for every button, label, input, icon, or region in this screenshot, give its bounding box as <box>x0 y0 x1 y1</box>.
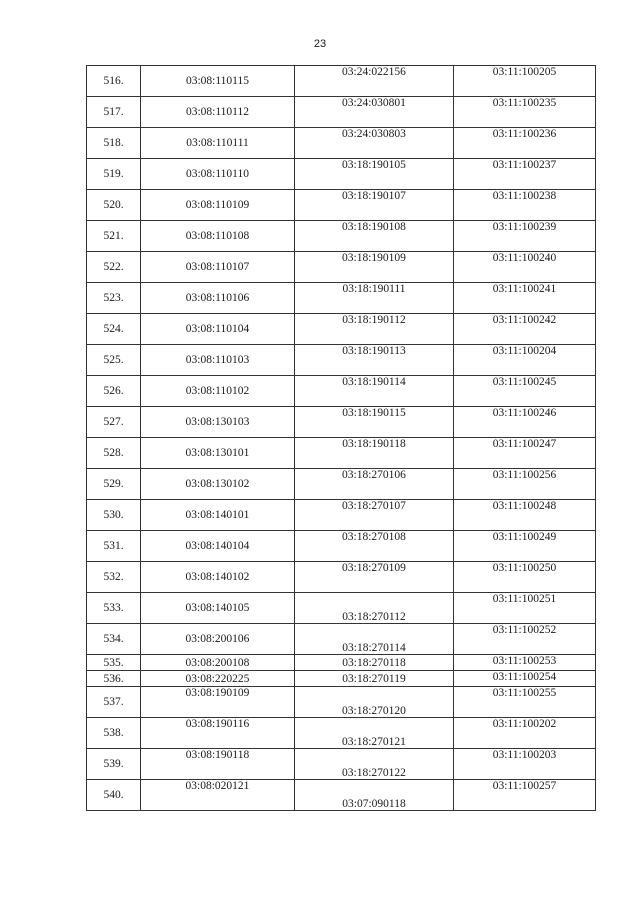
row-number: 525. <box>87 345 141 376</box>
row-number: 535. <box>87 655 141 671</box>
row-number: 530. <box>87 500 141 531</box>
page-number: 23 <box>313 38 327 50</box>
table-row <box>87 655 596 671</box>
table-row <box>87 671 596 687</box>
cell-col-3: 03:11:100255 <box>454 687 596 718</box>
cell-col-1: 03:08:110102 <box>141 376 295 407</box>
table-row <box>87 128 596 159</box>
cell-col-1: 03:08:110104 <box>141 314 295 345</box>
table-row <box>87 97 596 128</box>
row-number: 538. <box>87 718 141 749</box>
cell-col-1: 03:08:110115 <box>141 66 295 97</box>
cell-col-3: 03:11:100250 <box>454 562 596 593</box>
row-number: 518. <box>87 128 141 159</box>
table-row <box>87 190 596 221</box>
table-row <box>87 221 596 252</box>
cell-col-2: 03:18:190105 <box>295 159 454 190</box>
cell-col-3: 03:11:100254 <box>454 671 596 687</box>
cell-col-2: 03:24:030801 <box>295 97 454 128</box>
cell-col-3: 03:11:100247 <box>454 438 596 469</box>
cell-col-1: 03:08:110109 <box>141 190 295 221</box>
cell-col-2: 03:18:190108 <box>295 221 454 252</box>
cell-col-2: 03:24:030803 <box>295 128 454 159</box>
cell-col-1: 03:08:130101 <box>141 438 295 469</box>
cell-col-1: 03:08:110103 <box>141 345 295 376</box>
cell-col-2: 03:18:190114 <box>295 376 454 407</box>
row-number: 528. <box>87 438 141 469</box>
cell-col-3: 03:11:100238 <box>454 190 596 221</box>
row-number: 521. <box>87 221 141 252</box>
cell-col-2: 03:18:270120 <box>295 687 454 718</box>
cell-col-3: 03:11:100235 <box>454 97 596 128</box>
cell-col-2: 03:18:190109 <box>295 252 454 283</box>
cell-col-1: 03:08:110110 <box>141 159 295 190</box>
cell-col-2: 03:18:270106 <box>295 469 454 500</box>
row-number: 531. <box>87 531 141 562</box>
table-row <box>87 314 596 345</box>
row-number: 520. <box>87 190 141 221</box>
cell-col-3: 03:11:100246 <box>454 407 596 438</box>
cell-col-2: 03:07:090118 <box>295 780 454 811</box>
row-number: 539. <box>87 749 141 780</box>
row-number: 522. <box>87 252 141 283</box>
cell-col-3: 03:11:100249 <box>454 531 596 562</box>
cell-col-3: 03:11:100251 <box>454 593 596 624</box>
row-number: 517. <box>87 97 141 128</box>
cell-col-2: 03:18:270109 <box>295 562 454 593</box>
row-number: 524. <box>87 314 141 345</box>
row-number: 536. <box>87 671 141 687</box>
cell-col-2: 03:18:270112 <box>295 593 454 624</box>
cell-col-2: 03:18:270114 <box>295 624 454 655</box>
cell-col-1: 03:08:110106 <box>141 283 295 314</box>
row-number: 527. <box>87 407 141 438</box>
row-number: 533. <box>87 593 141 624</box>
table-row <box>87 531 596 562</box>
row-number: 540. <box>87 780 141 811</box>
table-row <box>87 252 596 283</box>
table-row <box>87 562 596 593</box>
cell-col-1: 03:08:200106 <box>141 624 295 655</box>
table-row <box>87 407 596 438</box>
row-number: 529. <box>87 469 141 500</box>
row-number: 519. <box>87 159 141 190</box>
table-row <box>87 438 596 469</box>
row-number: 532. <box>87 562 141 593</box>
table-row <box>87 780 596 811</box>
table-row <box>87 687 596 718</box>
table-row <box>87 159 596 190</box>
cell-col-1: 03:08:190118 <box>141 749 295 780</box>
cell-col-3: 03:11:100205 <box>454 66 596 97</box>
row-number: 516. <box>87 66 141 97</box>
cell-col-2: 03:18:190115 <box>295 407 454 438</box>
cell-col-2: 03:24:022156 <box>295 66 454 97</box>
cell-col-2: 03:18:190111 <box>295 283 454 314</box>
cell-col-3: 03:11:100239 <box>454 221 596 252</box>
table-row <box>87 469 596 500</box>
cell-col-1: 03:08:220225 <box>141 671 295 687</box>
cell-col-1: 03:08:140102 <box>141 562 295 593</box>
cell-col-1: 03:08:190109 <box>141 687 295 718</box>
cell-col-1: 03:08:110111 <box>141 128 295 159</box>
table-row <box>87 593 596 624</box>
cell-col-3: 03:11:100253 <box>454 655 596 671</box>
cell-col-3: 03:11:100245 <box>454 376 596 407</box>
cell-col-1: 03:08:110108 <box>141 221 295 252</box>
table-row <box>87 376 596 407</box>
cell-col-2: 03:18:270121 <box>295 718 454 749</box>
cell-col-3: 03:11:100252 <box>454 624 596 655</box>
cell-col-2: 03:18:270107 <box>295 500 454 531</box>
cell-col-2: 03:18:190112 <box>295 314 454 345</box>
cell-col-1: 03:08:110112 <box>141 97 295 128</box>
data-table <box>86 65 596 811</box>
cell-col-2: 03:18:270118 <box>295 655 454 671</box>
cell-col-3: 03:11:100203 <box>454 749 596 780</box>
cell-col-1: 03:08:140101 <box>141 500 295 531</box>
table-row <box>87 500 596 531</box>
cell-col-3: 03:11:100248 <box>454 500 596 531</box>
cell-col-3: 03:11:100241 <box>454 283 596 314</box>
cell-col-1: 03:08:020121 <box>141 780 295 811</box>
cell-col-2: 03:18:270119 <box>295 671 454 687</box>
table-row <box>87 66 596 97</box>
cell-col-3: 03:11:100240 <box>454 252 596 283</box>
cell-col-3: 03:11:100202 <box>454 718 596 749</box>
cell-col-1: 03:08:140105 <box>141 593 295 624</box>
table-row <box>87 283 596 314</box>
cell-col-3: 03:11:100236 <box>454 128 596 159</box>
cell-col-2: 03:18:270108 <box>295 531 454 562</box>
cell-col-3: 03:11:100256 <box>454 469 596 500</box>
row-number: 526. <box>87 376 141 407</box>
table-row <box>87 749 596 780</box>
cell-col-2: 03:18:190107 <box>295 190 454 221</box>
cell-col-1: 03:08:110107 <box>141 252 295 283</box>
cell-col-2: 03:18:270122 <box>295 749 454 780</box>
cell-col-1: 03:08:130103 <box>141 407 295 438</box>
cell-col-1: 03:08:140104 <box>141 531 295 562</box>
cell-col-2: 03:18:190113 <box>295 345 454 376</box>
row-number: 523. <box>87 283 141 314</box>
cell-col-3: 03:11:100257 <box>454 780 596 811</box>
cell-col-3: 03:11:100242 <box>454 314 596 345</box>
cell-col-1: 03:08:200108 <box>141 655 295 671</box>
table-row <box>87 718 596 749</box>
table-row <box>87 345 596 376</box>
cell-col-1: 03:08:190116 <box>141 718 295 749</box>
table-row <box>87 624 596 655</box>
cell-col-2: 03:18:190118 <box>295 438 454 469</box>
cell-col-3: 03:11:100237 <box>454 159 596 190</box>
cell-col-3: 03:11:100204 <box>454 345 596 376</box>
row-number: 537. <box>87 687 141 718</box>
cell-col-1: 03:08:130102 <box>141 469 295 500</box>
row-number: 534. <box>87 624 141 655</box>
